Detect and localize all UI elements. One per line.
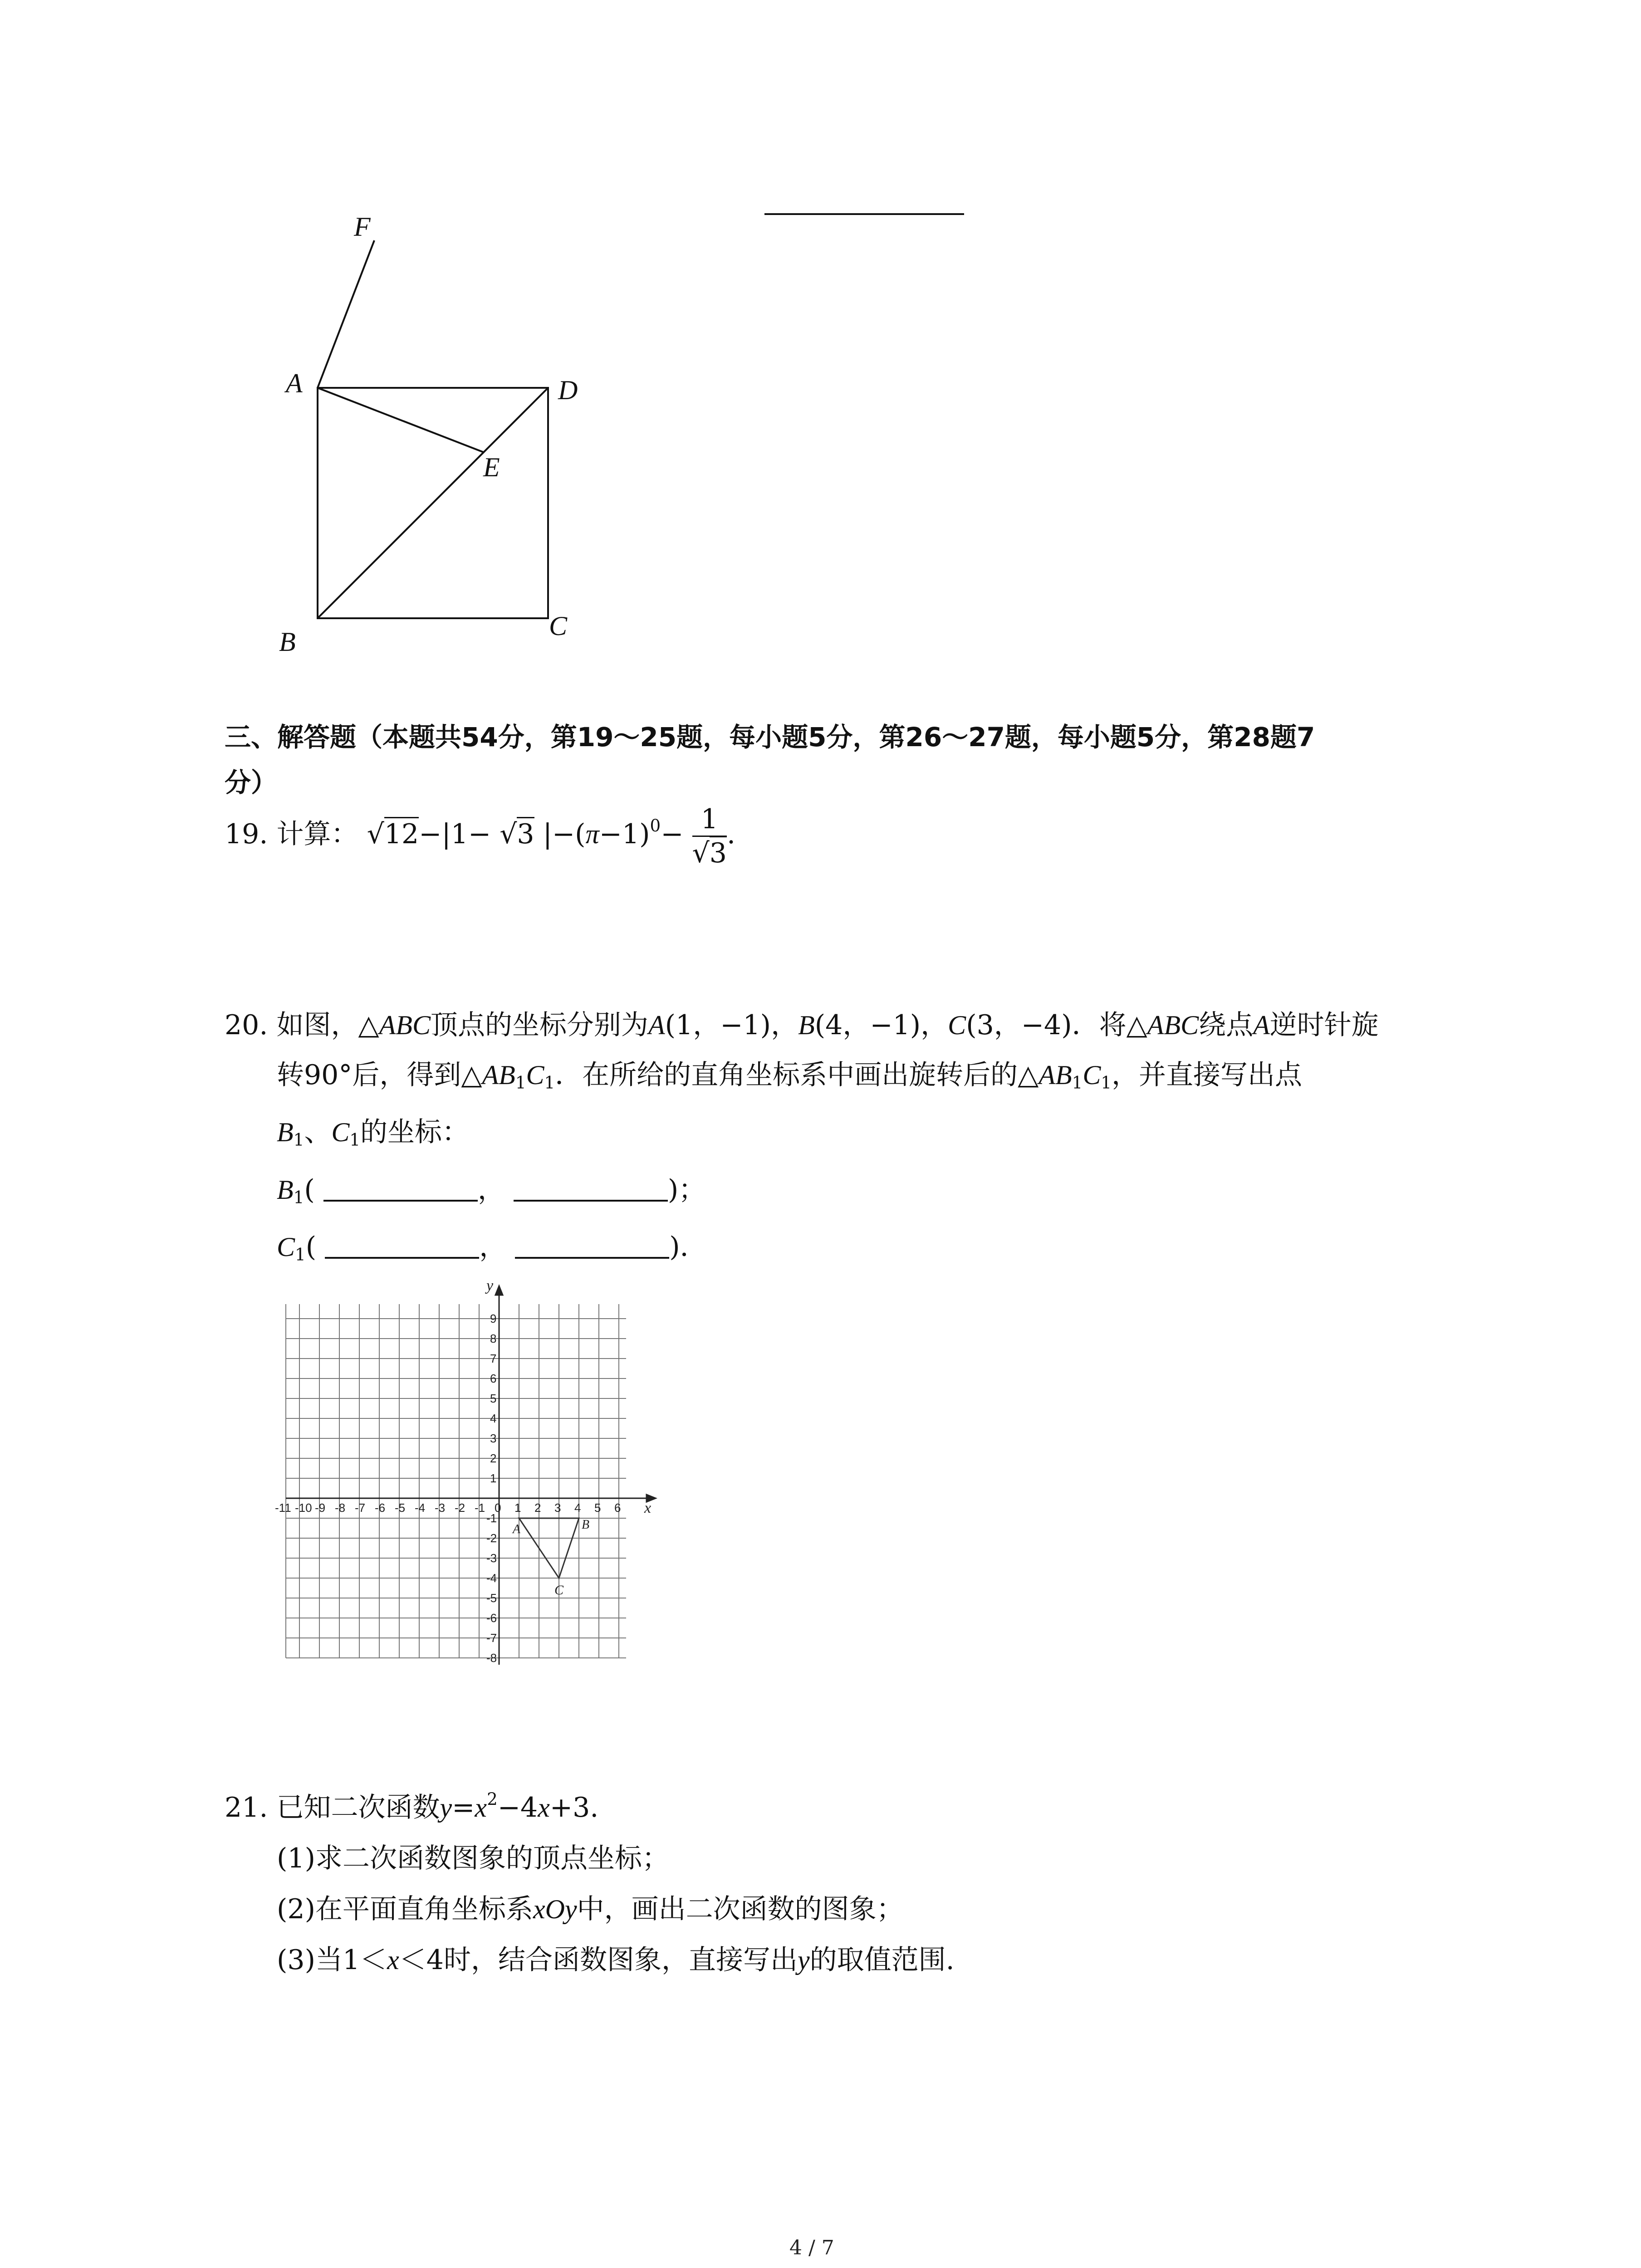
page-number: 4 / 7	[789, 2236, 834, 2259]
sqrt-3: √3	[491, 817, 543, 850]
radical-icon: √	[367, 818, 384, 850]
y-tick-label: -8	[486, 1651, 497, 1665]
axes	[286, 1286, 656, 1665]
x-tick-labels	[275, 1501, 621, 1515]
y-tick-label: 6	[490, 1372, 497, 1385]
square-figure	[254, 200, 617, 671]
c1-x-blank[interactable]	[325, 1230, 479, 1259]
q21-part1: (1)求二次函数图象的顶点坐标；	[277, 1843, 669, 1875]
section-heading-line1: 三、解答题（本题共54分，第19～25题，每小题5分，第26～27题，每小题5分，第28题7	[225, 722, 1315, 753]
x-tick-label: -7	[355, 1501, 366, 1515]
q21-line1: 21. 已知二次函数$y=x^2-4x+3$.	[225, 1789, 599, 1824]
x-axis-label: x	[644, 1500, 652, 1516]
x-tick-label: -2	[455, 1501, 465, 1515]
y-tick-label: 2	[490, 1452, 497, 1465]
x-tick-label: 1	[514, 1501, 521, 1515]
y-tick-label: 3	[490, 1432, 497, 1445]
q19-prefix: 计算：	[276, 818, 358, 850]
x-tick-label: -1	[475, 1501, 485, 1515]
x-tick-label: 6	[614, 1501, 621, 1515]
triangle-abc	[519, 1518, 579, 1578]
q20-line3: $B_1$、$C_1$的坐标：	[277, 1116, 470, 1150]
radical-icon: √	[500, 818, 517, 850]
b1-x-blank[interactable]	[323, 1173, 478, 1202]
y-tick-label: 5	[490, 1392, 497, 1405]
label-b: B	[279, 627, 296, 657]
segment-ae	[318, 388, 484, 452]
q19-number: 19.	[225, 818, 268, 850]
b1-y-blank[interactable]	[514, 1173, 668, 1202]
label-c: C	[549, 611, 568, 641]
y-tick-label: 8	[490, 1332, 497, 1345]
label-a: A	[286, 368, 303, 398]
x-tick-label: -3	[435, 1501, 446, 1515]
x-tick-label: -4	[415, 1501, 426, 1515]
x-tick-label: -6	[375, 1501, 386, 1515]
x-tick-label: 5	[594, 1501, 601, 1515]
label-e: E	[483, 452, 500, 482]
y-tick-label: -7	[486, 1631, 497, 1645]
label-f: F	[354, 212, 371, 242]
q21-part3: (3)当1＜x＜4时，结合函数图象，直接写出y的取值范围.	[277, 1944, 955, 1976]
segment-af	[318, 240, 374, 388]
q21-part2: (2)在平面直角坐标系xOy中，画出二次函数的图象；	[277, 1893, 904, 1926]
grid-lines	[286, 1304, 626, 1658]
x-tick-label: -5	[395, 1501, 406, 1515]
section-heading	[225, 714, 1315, 805]
x-tick-label: -10	[295, 1501, 312, 1515]
x-tick-label: -11	[275, 1501, 291, 1515]
section-heading-line2: 分）	[225, 767, 278, 798]
fraction	[692, 803, 727, 870]
y-tick-label: -6	[486, 1611, 497, 1625]
x-tick-label: 0	[495, 1501, 501, 1515]
answer-line	[764, 213, 964, 215]
c1-y-blank[interactable]	[515, 1230, 669, 1259]
q20-line2: 转90°后，得到$\triangle AB_1C_1$．在所给的直角坐标系中画出旋转后的$\triangle AB_1C_1$，并直接写出点	[277, 1059, 1303, 1093]
question-21	[225, 1774, 955, 1985]
y-tick-label: 7	[490, 1352, 497, 1365]
y-tick-label: 4	[490, 1412, 497, 1425]
label-d: D	[558, 375, 578, 405]
x-tick-label: 3	[554, 1501, 561, 1515]
y-tick-label: -2	[486, 1531, 497, 1545]
radical-icon: √	[692, 837, 710, 869]
y-axis-arrow-icon	[495, 1286, 503, 1295]
x-tick-label: 4	[574, 1501, 581, 1515]
point-a-label: A	[513, 1522, 521, 1536]
y-tick-label: 1	[490, 1471, 497, 1485]
question-19: 19. 计算： √12−|1− √3 $|-(\pi-1)^0-$ $\frac{1}{√3}$ .	[225, 803, 736, 869]
y-tick-label: -5	[486, 1591, 497, 1605]
diagonal-bd	[318, 388, 548, 618]
fraction-denominator: √3	[692, 837, 727, 870]
x-tick-label: -9	[315, 1501, 326, 1515]
y-tick-labels	[486, 1312, 497, 1665]
coordinate-grid	[277, 1277, 662, 1667]
y-axis-label: y	[486, 1277, 494, 1294]
fraction-numerator: 1	[692, 803, 727, 837]
q20-line1: 20. 如图，△ABC顶点的坐标分别为A(1，−1)，B(4，−1)，C(3，−4)．将△ABC绕点A逆时针旋	[225, 1009, 1379, 1041]
y-tick-label: -3	[486, 1551, 497, 1565]
x-tick-label: -8	[335, 1501, 346, 1515]
point-b-label: B	[582, 1518, 590, 1532]
question-20	[225, 1000, 1379, 1279]
y-tick-label: -1	[486, 1511, 497, 1525]
c1-answer-row: $C_1$( ， )．	[225, 1222, 1379, 1279]
point-c-label: C	[554, 1583, 564, 1598]
b1-answer-row: $B_1$( ， )；	[225, 1165, 1379, 1222]
x-tick-label: 2	[534, 1501, 541, 1515]
y-tick-label: -4	[486, 1571, 497, 1585]
y-tick-label: 9	[490, 1312, 497, 1325]
sqrt-12: √12	[367, 818, 419, 850]
